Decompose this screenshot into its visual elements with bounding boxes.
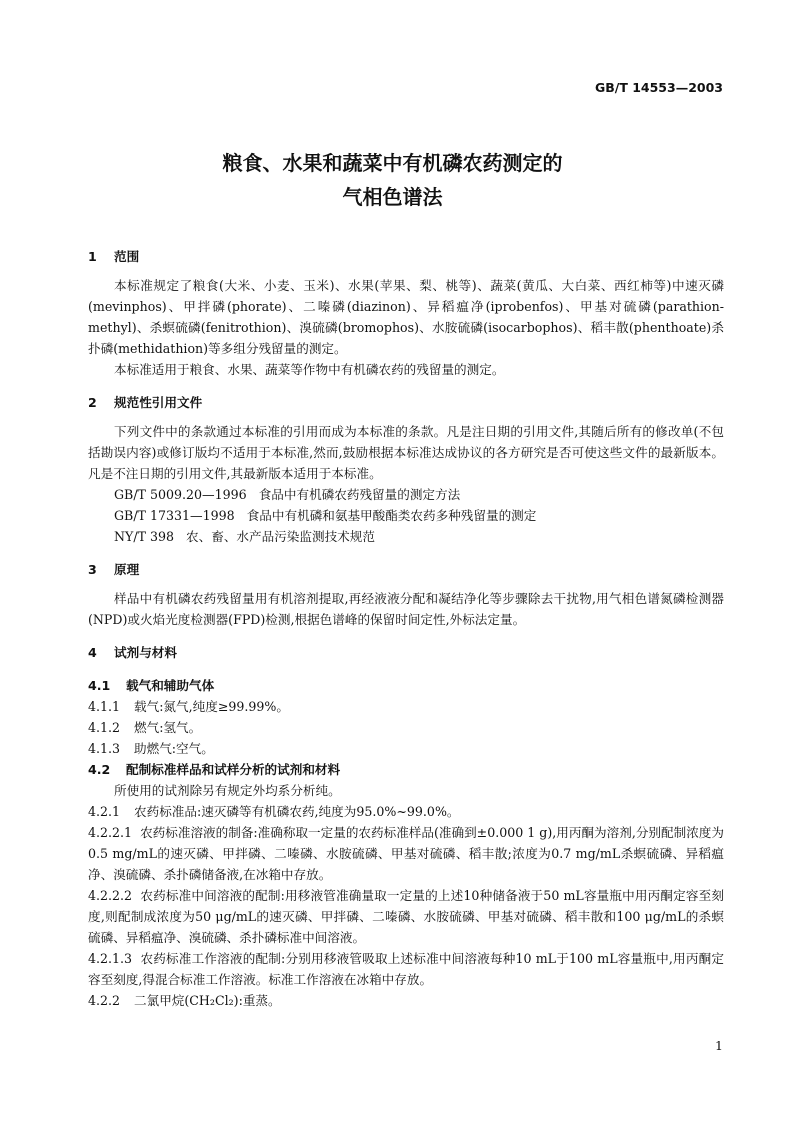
reference-code: GB/T 17331—1998 <box>114 508 235 523</box>
clause-text: 燃气:氢气。 <box>134 720 202 735</box>
clause-number: 4.1.2 <box>88 720 121 735</box>
title-line-2: 气相色谱法 <box>342 185 443 209</box>
reference-item <box>88 526 724 547</box>
clause <box>88 696 724 717</box>
section-heading <box>88 392 724 413</box>
section-heading <box>88 559 724 580</box>
reference-code: NY/T 398 <box>114 529 175 544</box>
paragraph: 本标准规定了粮食(大米、小麦、玉米)、水果(苹果、梨、桃等)、蔬菜(黄瓜、大白菜、西红柿等)中速灭磷(mevinphos)、甲拌磷(phorate)、二嗪磷(diazinon)、异稻瘟净(iprobenfos)、甲基对硫磷(parathion-methyl)、杀螟硫磷(fenitrothion)、溴硫磷(bromophos)、水胺硫磷(isocarbophos)、稻丰散(phenthoate)杀扑磷(methidathion)等多组分残留量的测定。 <box>88 278 724 356</box>
document-body <box>88 246 724 1011</box>
reference-code: GB/T 5009.20—1996 <box>114 487 247 502</box>
clause-number: 4.2.1 <box>88 804 121 819</box>
page-number: 1 <box>715 1038 723 1053</box>
clause-number: 4.1.3 <box>88 741 121 756</box>
clause-text: 二氯甲烷(CH₂Cl₂):重蒸。 <box>134 993 281 1008</box>
subsection-heading <box>88 759 724 780</box>
section-number: 1 <box>88 249 97 264</box>
section-number: 4 <box>88 645 97 660</box>
section-number: 2 <box>88 395 97 410</box>
reference-item <box>88 505 724 526</box>
clause <box>88 717 724 738</box>
subsection-number: 4.2 <box>88 762 111 777</box>
clause-number: 4.2.2.2 <box>88 888 133 903</box>
clause-text: 农药标准溶液的制备:准确称取一定量的农药标准样品(准确到±0.000 1 g),用丙酮为溶剂,分别配制浓度为0.5 mg/mL的速灭磷、甲拌磷、二嗪磷、水胺硫磷、甲基对硫磷、稻丰散;浓度为0.7 mg/mL杀螟硫磷、异稻瘟净、溴硫磷、杀扑磷储备液,在冰箱中存放。 <box>88 825 724 882</box>
reference-title: 食品中有机磷和氨基甲酸酯类农药多种残留量的测定 <box>246 508 537 523</box>
subsection-title: 配制标准样品和试样分析的试剂和材料 <box>126 762 341 777</box>
clause-number: 4.2.2 <box>88 993 121 1008</box>
paragraph: 下列文件中的条款通过本标准的引用而成为本标准的条款。凡是注日期的引用文件,其随后所有的修改单(不包括勘误内容)或修订版均不适用于本标准,然而,鼓励根据本标准达成协议的各方研究是否可使这些文件的最新版本。凡是不注日期的引用文件,其最新版本适用于本标准。 <box>88 424 724 481</box>
clause-text: 农药标准工作溶液的配制:分别用移液管吸取上述标准中间溶液每种10 mL于100 mL容量瓶中,用丙酮定容至刻度,得混合标准工作溶液。标准工作溶液在冰箱中存放。 <box>88 951 724 987</box>
clause <box>88 801 724 822</box>
clause-number: 4.2.1.3 <box>88 951 133 966</box>
reference-title: 农、畜、水产品污染监测技术规范 <box>186 529 375 544</box>
clause-text: 农药标准中间溶液的配制:用移液管准确量取一定量的上述10种储备液于50 mL容量瓶中用丙酮定容至刻度,则配制成浓度为50 μg/mL的速灭磷、甲拌磷、二嗪磷、水胺硫磷、甲基对硫磷、稻丰散和100 μg/mL的杀螟硫磷、异稻瘟净、溴硫磷、杀扑磷标准中间溶液。 <box>88 888 724 945</box>
clause-text: 助燃气:空气。 <box>134 741 214 756</box>
section-heading <box>88 246 724 267</box>
paragraph: 本标准适用于粮食、水果、蔬菜等作物中有机磷农药的残留量的测定。 <box>114 362 505 377</box>
reference-title: 食品中有机磷农药残留量的测定方法 <box>258 487 461 502</box>
clause <box>88 738 724 759</box>
clause-text: 农药标准品:速灭磷等有机磷农药,纯度为95.0%~99.0%。 <box>134 804 460 819</box>
paragraph: 样品中有机磷农药残留量用有机溶剂提取,再经液液分配和凝结净化等步骤除去干扰物,用气相色谱氮磷检测器(NPD)或火焰光度检测器(FPD)检测,根据色谱峰的保留时间定性,外标法定量。 <box>88 591 724 627</box>
clause-number: 4.2.2.1 <box>88 825 133 840</box>
subsection-heading <box>88 675 724 696</box>
paragraph: 所使用的试剂除另有规定外均系分析纯。 <box>114 783 341 798</box>
document-title <box>0 146 785 214</box>
section-number: 3 <box>88 562 97 577</box>
section-title: 规范性引用文件 <box>114 395 203 410</box>
subsection-number: 4.1 <box>88 678 111 693</box>
clause-text: 载气:氮气,纯度≥99.99%。 <box>134 699 289 714</box>
section-title: 范围 <box>114 249 140 264</box>
section-heading <box>88 642 724 663</box>
section-title: 原理 <box>114 562 140 577</box>
clause <box>88 948 724 990</box>
standard-code: GB/T 14553—2003 <box>594 80 723 95</box>
clause <box>88 822 724 885</box>
title-line-1: 粮食、水果和蔬菜中有机磷农药测定的 <box>222 151 563 175</box>
clause <box>88 990 724 1011</box>
clause <box>88 885 724 948</box>
section-title: 试剂与材料 <box>114 645 177 660</box>
subsection-title: 载气和辅助气体 <box>126 678 215 693</box>
clause-number: 4.1.1 <box>88 699 121 714</box>
reference-item <box>88 484 724 505</box>
